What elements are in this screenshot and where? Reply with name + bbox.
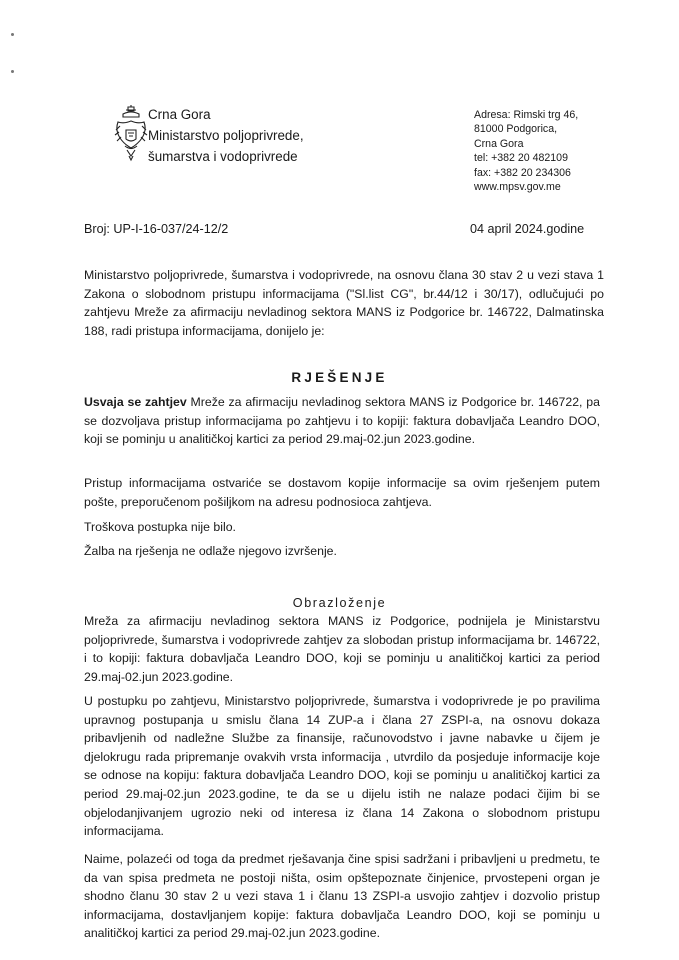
address-fax: fax: +382 20 234306 [474, 166, 571, 179]
explanation-paragraph-2: U postupku po zahtjevu, Ministarstvo poljoprivrede, šumarstva i vodoprivrede je po pravilima upravnog postupanja u smislu člana 14 ZUP-a i člana 27 ZSPI-a, na osnovu dokaza pribavljenih od nadležne Službe za finansije, računovodstvo i javne nabavke u čijem je djelokrugu rada pripremanje ovakvih vrsta informacija , utvrdilo da posjeduje informacije koje se odnose na kopiju: faktura dobavljača Leandro DOO, koji se pominju u analitičkoj kartici za period 29.maj-02.jun 2023.godine, te da se u dijelu istih ne nalaze podaci čijim bi se objelodanjivanjem ugrozio neki od interesa iz člana 14 Zakona o slobodnom pristupu informacijama. [84, 694, 600, 839]
coat-of-arms-icon [114, 104, 148, 168]
country-name: Crna Gora [148, 107, 211, 122]
decision-paragraph-4: Žalba na rješenja ne odlaže njegovo izvršenje. [84, 544, 337, 558]
explanation-paragraph-3: Naime, polazeći od toga da predmet rješavanja čine spisi sadržani i pribavljeni u predmetu, te da van spisa predmeta ne postoji ništa, osim opštepoznate činjenice, prvostepeni organ je shodno članu 30 stav 2 u vezi stava 1 i članu 13 ZSPI-a usvojio zahtjev i dozvolio pristup informacijama, dostavljanjem kopije: faktura dobavljača Leandro DOO, koji se pominju u analitičkoj kartici za period 29.maj-02.jun 2023.godine. [84, 852, 600, 941]
address-block [474, 108, 578, 194]
address-country: Crna Gora [474, 137, 524, 150]
decision-paragraph-1-text: Mreže za afirmaciju nevladinog sektora MANS iz Podgorice br. 146722, pa se dozvoljava pristup informacijama po zahtjevu i to kopiji: faktura dobavljača Leandro DOO, koji se pominju u analitičkoj kartici za period 29.maj-02.jun 2023.godine. [84, 395, 600, 447]
scan-speck [11, 70, 14, 73]
intro-paragraph: Ministarstvo poljoprivrede, šumarstva i vodoprivrede, na osnovu člana 30 stav 2 u vezi stava 1 Zakona o slobodnom pristupu informacijama ("Sl.list CG", br.44/12 i 30/17), odlučujući po zahtjevu Mreže za afirmaciju nevladinog sektora MANS iz Podgorice br. 146722, Dalmatinska 188, radi pristupa informacijama, donijelo je: [84, 268, 604, 338]
scan-speck [11, 33, 14, 36]
decision-paragraph-3: Troškova postupka nije bilo. [84, 520, 236, 534]
decision-paragraph-1 [84, 393, 600, 449]
address-phone: tel: +382 20 482109 [474, 152, 568, 165]
reference-number: Broj: UP-I-16-037/24-12/2 [84, 222, 229, 236]
explanation-title: Obrazloženje [292, 596, 387, 610]
address-street: Adresa: Rimski trg 46, [474, 109, 579, 121]
ministry-name-line2: šumarstva i vodoprivrede [148, 149, 298, 164]
address-website: www.mpsv.gov.me [474, 181, 561, 194]
ministry-name-line1: Ministarstvo poljoprivrede, [148, 128, 304, 143]
document-date: 04 april 2024.godine [470, 222, 585, 236]
address-postal: 81000 Podgorica, [474, 123, 558, 136]
explanation-paragraph-1: Mreža za afirmaciju nevladinog sektora MANS iz Podgorice, podnijela je Ministarstvu poljoprivrede, šumarstva i vodoprivrede zahtjev za slobodan pristup informacijama br. 146722, i to kopiji: faktura dobavljača Leandro DOO, koji se pominju u analitičkoj kartici za period 29.maj-02.jun 2023.godine. [84, 614, 600, 684]
decision-title: RJEŠENJE [291, 370, 388, 385]
issuer-block [148, 104, 304, 167]
decision-lead: Usvaja se zahtjev [84, 395, 187, 409]
decision-paragraph-2: Pristup informacijama ostvariće se dostavom kopije informacije sa ovim rješenjem putem pošte, preporučenom pošiljkom na adresu podnosioca zahtjeva. [84, 476, 600, 509]
